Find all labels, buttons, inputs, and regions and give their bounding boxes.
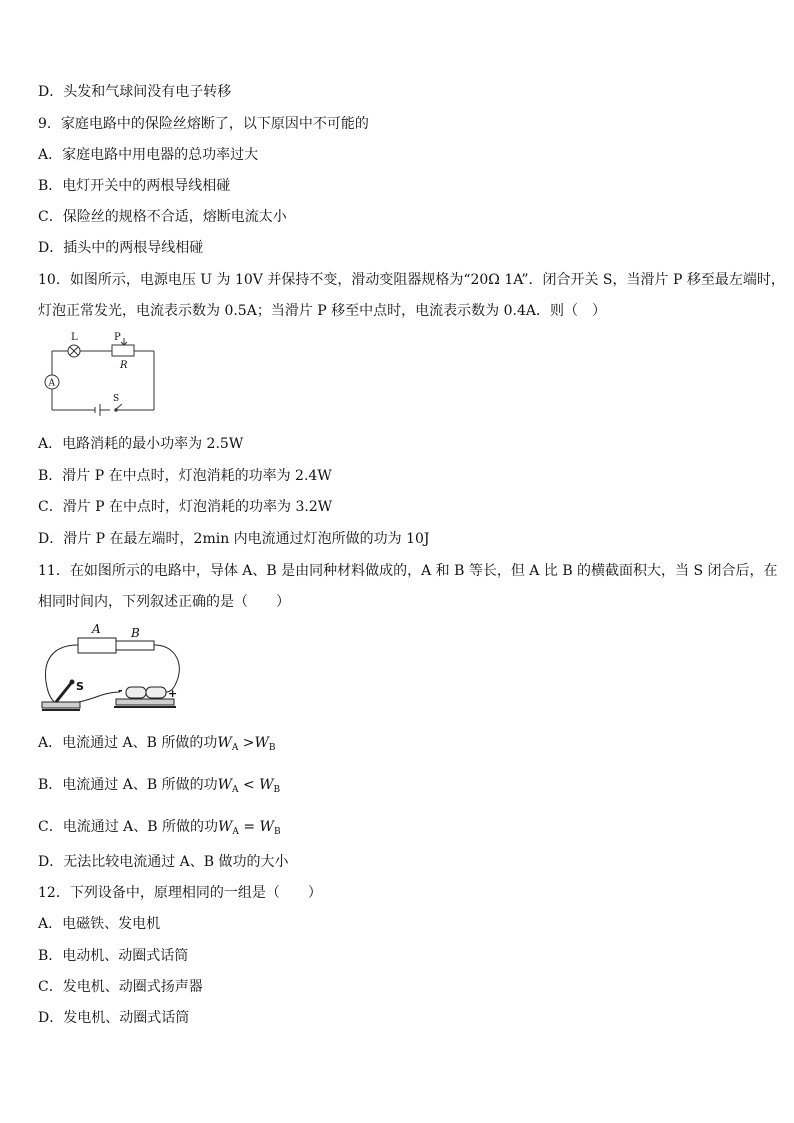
q11-stem-line2: 相同时间内，下列叙述正确的是（ ） [38, 594, 290, 610]
q11-label-b: B [131, 626, 140, 640]
q11-option-a-w-a: $W_A$ [217, 735, 239, 753]
q11-option-c-w-a: $W_A$ [218, 819, 239, 837]
q12-option-b: B．电动机、动圈式话筒 [38, 948, 189, 964]
q10-option-b: B．滑片 P 在中点时，灯泡消耗的功率为 2.4W [38, 468, 332, 484]
q11-option-a-text: A．电流通过 A、B 所做的功 [38, 735, 218, 751]
q9-stem: 9．家庭电路中的保险丝熔断了，以下原因中不可能的 [38, 116, 369, 132]
q11-label-plus: + [168, 687, 178, 700]
q10-label-switch: S [113, 394, 120, 404]
q12-stem: 12．下列设备中，原理相同的一组是（ ） [38, 885, 322, 901]
q11-option-b-w-a: $W_A$ [217, 777, 239, 795]
q10-option-a: A．电路消耗的最小功率为 2.5W [38, 436, 244, 452]
q11-option-c-w-b: $W_B$ [259, 819, 281, 837]
q11-label-minus: - [118, 684, 123, 697]
q9-option-b: B．电灯开关中的两根导线相碰 [38, 178, 231, 194]
q11-option-d: D．无法比较电流通过 A、B 做功的大小 [38, 854, 289, 870]
q11-option-b [38, 776, 280, 799]
q9-option-a: A．家庭电路中用电器的总功率过大 [38, 147, 259, 163]
q11-option-a-relation: > [242, 735, 255, 751]
q11-option-b-text: B．电流通过 A、B 所做的功 [38, 777, 218, 793]
q10-circuit-diagram [40, 326, 160, 416]
q11-label-a: A [92, 622, 101, 636]
q10-option-d: D．滑片 P 在最左端时，2min 内电流通过灯泡所做的功为 10J [38, 531, 430, 547]
q11-option-a [38, 734, 276, 757]
q11-option-c-text: C．电流通过 A、B 所做的功 [38, 819, 219, 835]
q11-circuit-diagram [38, 620, 188, 715]
q11-option-b-w-b: $W_B$ [259, 777, 281, 795]
q10-label-slider: P [114, 332, 121, 343]
q9-option-d: D．插头中的两根导线相碰 [38, 240, 204, 256]
q9-option-c: C．保险丝的规格不合适，熔断电流太小 [38, 209, 287, 225]
q12-option-c: C．发电机、动圈式扬声器 [38, 979, 203, 995]
q10-stem-line1: 10．如图所示，电源电压 U 为 10V 并保持不变，滑动变阻器规格为“20Ω 1A”．闭合开关 S，当滑片 P 移至最左端时， [38, 272, 785, 288]
q10-label-ammeter: A [48, 378, 55, 389]
q10-option-c: C．滑片 P 在中点时，灯泡消耗的功率为 3.2W [38, 499, 333, 515]
q10-label-lamp: L [71, 332, 78, 343]
q8-option-d: D．头发和气球间没有电子转移 [38, 84, 232, 100]
q11-label-switch: S [76, 680, 84, 693]
q11-option-c-relation: = [243, 819, 256, 835]
q11-option-b-relation: < [242, 777, 255, 793]
q12-option-a: A．电磁铁、发电机 [38, 916, 161, 932]
q10-stem-line2: 灯泡正常发光，电流表示数为 0.5A；当滑片 P 移至中点时，电流表示数为 0.4A．则（ ） [38, 303, 606, 319]
q11-option-c [38, 818, 281, 841]
q12-option-d: D．发电机、动圈式话筒 [38, 1010, 190, 1026]
q11-stem-line1: 11．在如图所示的电路中，导体 A、B 是由同种材料做成的，A 和 B 等长，但 A 比 B 的横截面积大，当 S 闭合后，在 [38, 563, 778, 579]
q10-label-resistor: R [120, 360, 128, 371]
q11-option-a-w-b: $W_B$ [254, 735, 276, 753]
